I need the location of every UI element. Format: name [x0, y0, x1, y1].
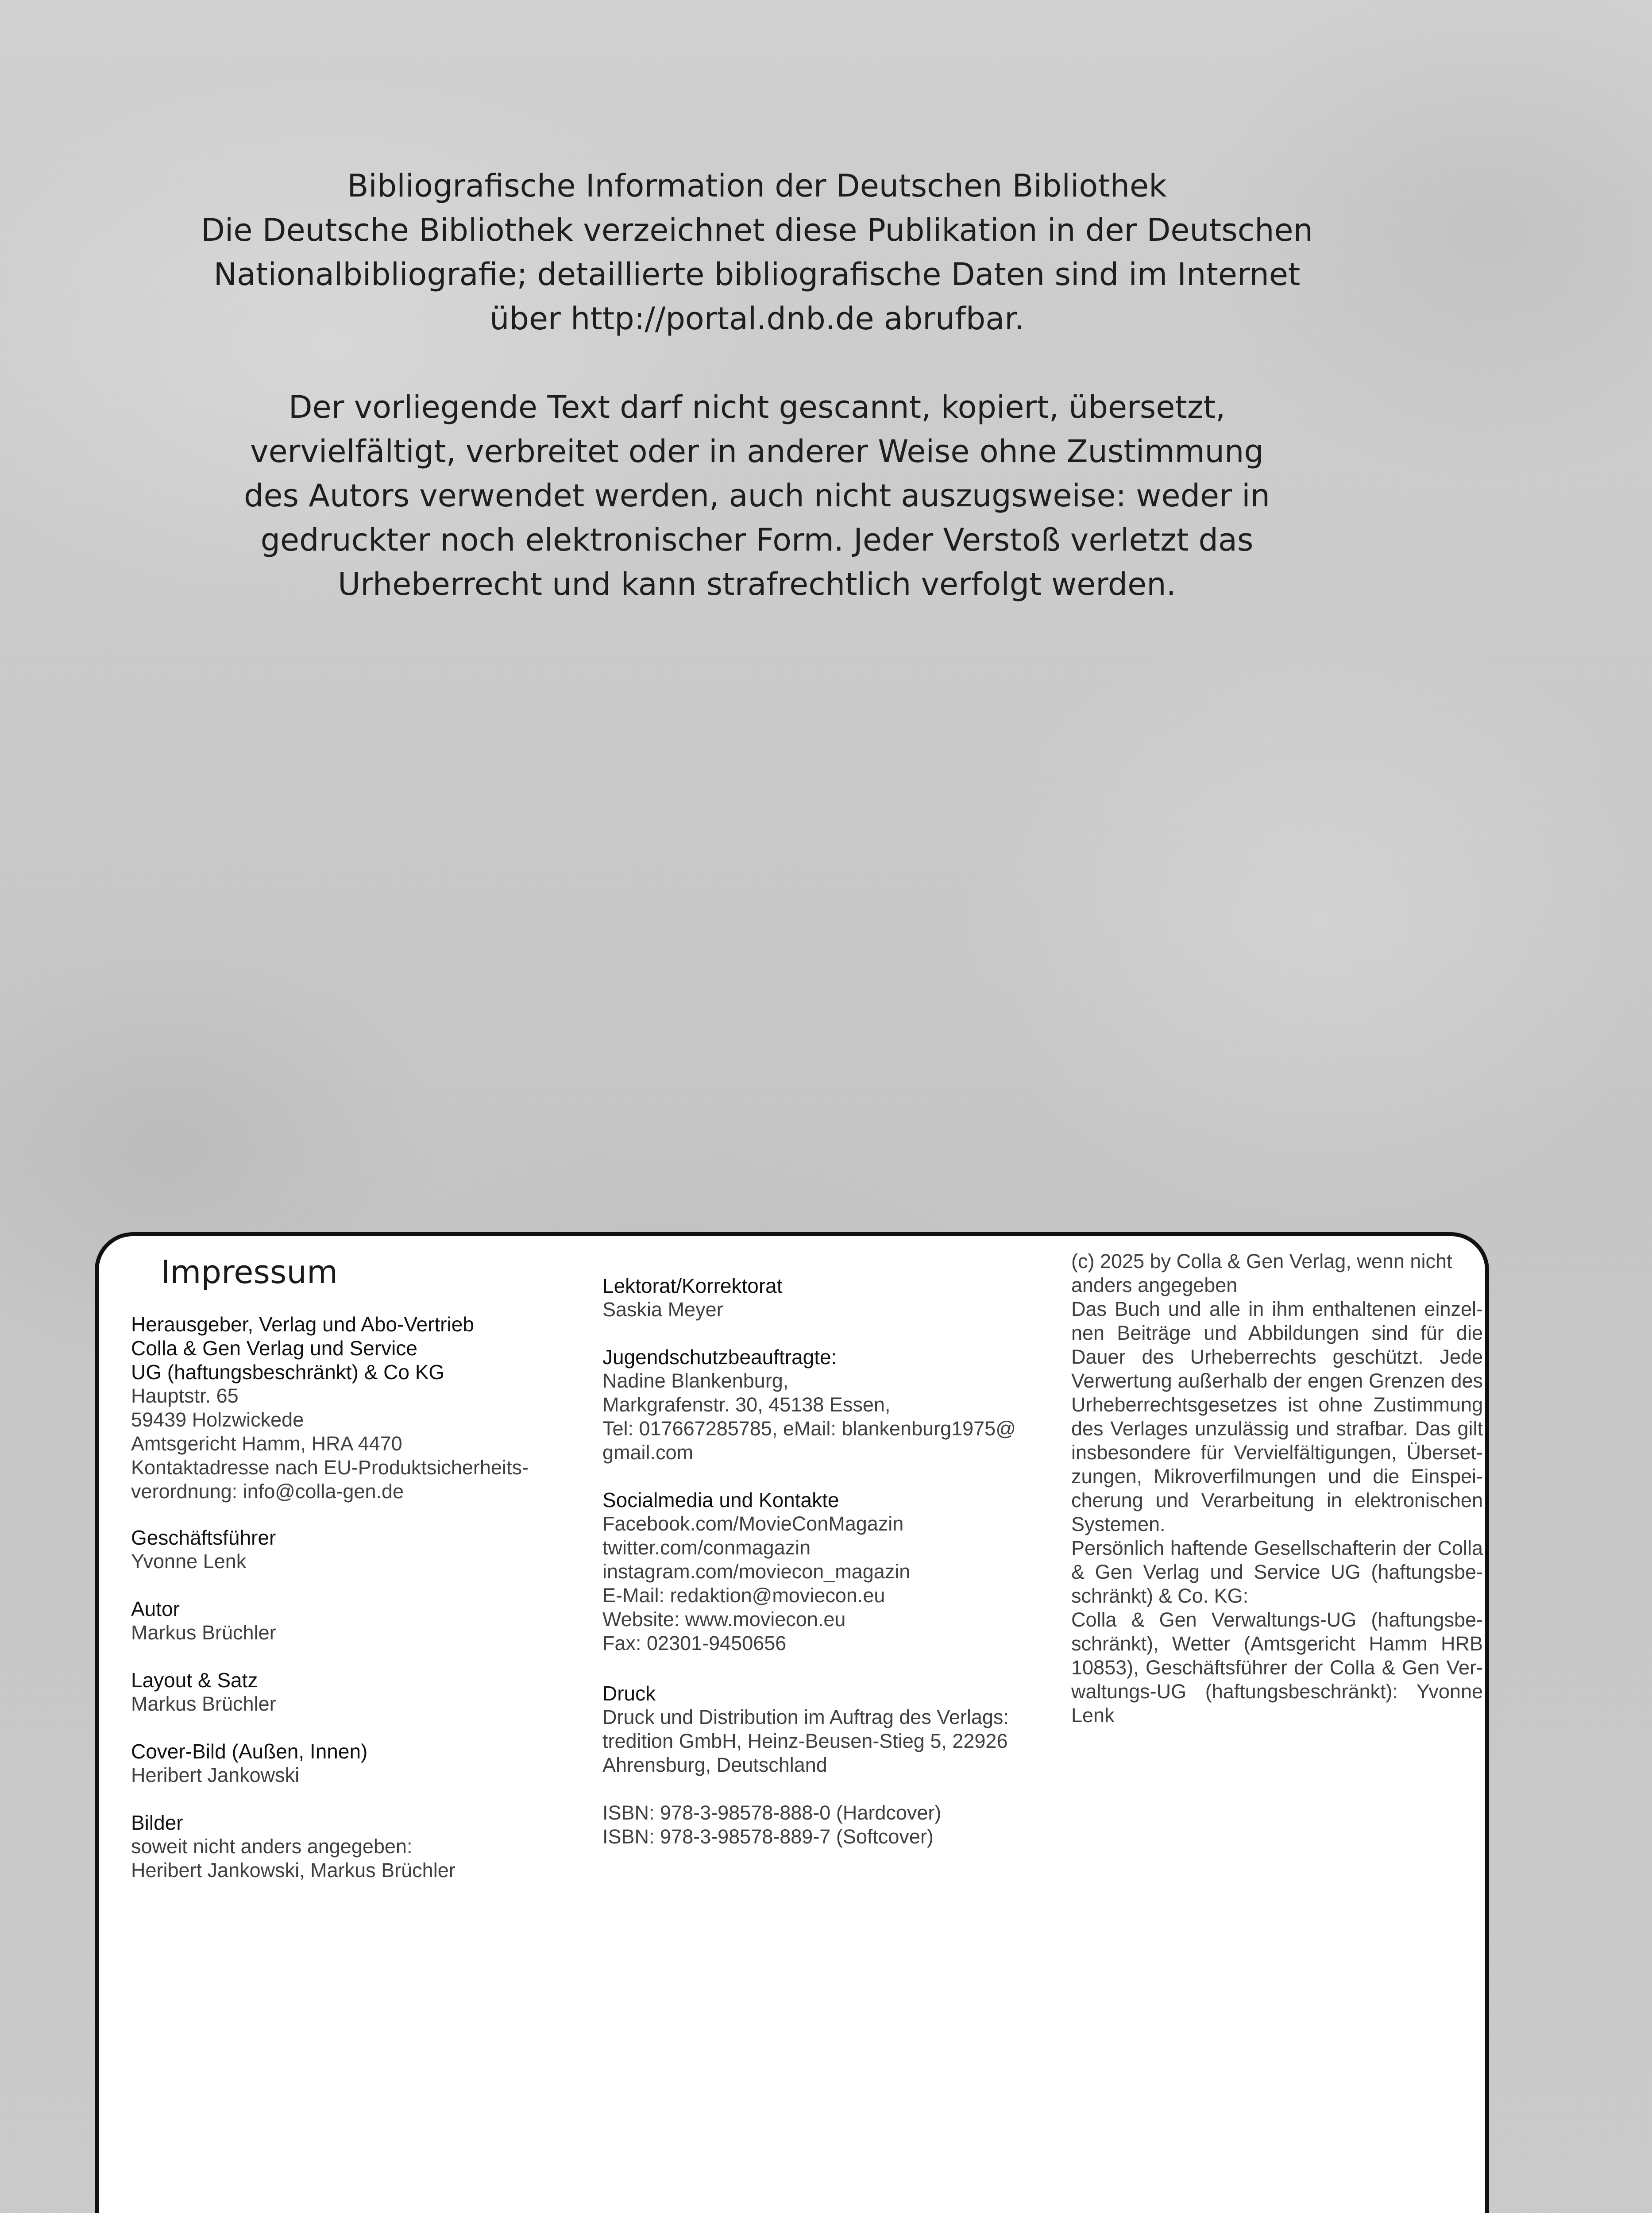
publisher-line: 59439 Holzwickede — [131, 1408, 304, 1431]
images-heading: Bilder — [131, 1811, 183, 1834]
publisher-line: verordnung: info@colla-gen.de — [131, 1480, 404, 1503]
notice-line: vervielfältigt, verbreitet oder in anderer Weise ohne Zustimmung — [250, 433, 1264, 470]
legal-line: Dauer des Urheberrechts geschützt. Jede — [1071, 1346, 1483, 1368]
legal-line: (c) 2025 by Colla & Gen Verlag, wenn nicht — [1071, 1250, 1452, 1272]
youth-protection-heading: Jugendschutzbeauftragte: — [602, 1346, 837, 1369]
publisher-heading: UG (haftungsbeschränkt) & Co KG — [131, 1361, 445, 1384]
publisher-line: Amtsgericht Hamm, HRA 4470 — [131, 1432, 402, 1455]
print-line: Druck und Distribution im Auftrag des Verlags: — [602, 1706, 1009, 1728]
social-media-line: Facebook.com/MovieConMagazin — [602, 1512, 904, 1535]
notice-line: Die Deutsche Bibliothek verzeichnet diese Publikation in der Deutschen — [201, 212, 1313, 248]
legal-line: Colla & Gen Verwaltungs-UG (haftungsbe- — [1071, 1608, 1483, 1631]
youth-protection-section — [602, 1345, 1016, 1465]
bibliographic-info-paragraph — [168, 164, 1346, 341]
author-heading: Autor — [131, 1597, 180, 1620]
legal-line: des Verlages unzulässig und strafbar. Das gilt — [1071, 1417, 1483, 1440]
legal-line: waltungs-UG (haftungsbeschränkt): Yvonne — [1071, 1680, 1483, 1703]
publisher-line: Hauptstr. 65 — [131, 1384, 239, 1407]
cover-heading: Cover-Bild (Außen, Innen) — [131, 1740, 368, 1763]
ceo-section — [131, 1526, 276, 1573]
layout-name: Markus Brüchler — [131, 1693, 276, 1715]
cover-artist: Heribert Jankowski — [131, 1764, 300, 1786]
notice-line: Urheberrecht und kann strafrechtlich verfolgt werden. — [338, 566, 1176, 602]
images-line: Heribert Jankowski, Markus Brüchler — [131, 1859, 455, 1881]
social-media-line: E-Mail: redaktion@moviecon.eu — [602, 1584, 885, 1607]
copyright-notice — [168, 164, 1346, 606]
editing-heading: Lektorat/Korrektorat — [602, 1274, 783, 1297]
print-line: tredition GmbH, Heinz-Beusen-Stieg 5, 22926 — [602, 1730, 1008, 1752]
publisher-heading: Colla & Gen Verlag und Service — [131, 1337, 417, 1360]
youth-protection-line: Markgrafenstr. 30, 45138 Essen, — [602, 1393, 891, 1416]
print-section — [602, 1681, 1009, 1777]
legal-line: Verwertung außerhalb der engen Grenzen des — [1071, 1369, 1483, 1392]
author-section — [131, 1597, 276, 1645]
legal-line: Urheberrechtsgesetzes ist ohne Zustimmung — [1071, 1393, 1483, 1416]
impressum-panel — [95, 1232, 1489, 2213]
usage-restriction-paragraph — [168, 385, 1346, 606]
social-media-heading: Socialmedia und Kontakte — [602, 1488, 839, 1511]
impressum-title: Impressum — [161, 1253, 338, 1291]
social-media-line: instagram.com/moviecon_magazin — [602, 1560, 911, 1583]
print-line: Ahrensburg, Deutschland — [602, 1754, 827, 1776]
publisher-heading: Herausgeber, Verlag und Abo-Vertrieb — [131, 1313, 474, 1336]
notice-line: des Autors verwendet werden, auch nicht auszugsweise: weder in — [244, 478, 1270, 514]
ceo-heading: Geschäftsführer — [131, 1526, 276, 1549]
social-media-section — [602, 1488, 910, 1655]
layout-heading: Layout & Satz — [131, 1669, 258, 1692]
images-section — [131, 1811, 455, 1882]
notice-line: gedruckter noch elektronischer Form. Jeder Verstoß verletzt das — [260, 522, 1254, 558]
legal-line: Lenk — [1071, 1704, 1115, 1727]
legal-line: Systemen. — [1071, 1513, 1166, 1535]
notice-line: Nationalbibliografie; detaillierte bibliografische Daten sind im Internet — [213, 256, 1301, 293]
social-media-line: Fax: 02301-9450656 — [602, 1632, 787, 1654]
copyright-legal-section — [1071, 1249, 1483, 1727]
layout-section — [131, 1668, 276, 1716]
notice-line: Der vorliegende Text darf nicht gescannt, kopiert, übersetzt, — [288, 389, 1226, 425]
publisher-section — [131, 1312, 529, 1504]
legal-line: 10853), Geschäftsführer der Colla & Gen Ver- — [1071, 1656, 1483, 1679]
images-line: soweit nicht anders angegeben: — [131, 1835, 413, 1858]
print-heading: Druck — [602, 1682, 656, 1705]
cover-section — [131, 1739, 367, 1787]
legal-line: Persönlich haftende Gesellschafterin der Colla — [1071, 1537, 1483, 1559]
youth-protection-line: Nadine Blankenburg, — [602, 1369, 789, 1392]
notice-line: Bibliografische Information der Deutschen Bibliothek — [347, 168, 1167, 204]
editing-name: Saskia Meyer — [602, 1298, 723, 1321]
legal-line: schränkt) & Co. KG: — [1071, 1585, 1249, 1607]
legal-line: zungen, Mikroverfilmungen und die Einspei- — [1071, 1465, 1483, 1488]
legal-line: insbesondere für Vervielfältigungen, Überset- — [1071, 1441, 1483, 1464]
isbn-line: ISBN: 978-3-98578-888-0 (Hardcover) — [602, 1801, 942, 1824]
author-name: Markus Brüchler — [131, 1621, 276, 1644]
legal-line: cherung und Verarbeitung in elektronischen — [1071, 1489, 1483, 1511]
isbn-section — [602, 1801, 941, 1849]
legal-line: Das Buch und alle in ihm enthaltenen einzel- — [1071, 1298, 1483, 1320]
youth-protection-line: gmail.com — [602, 1441, 694, 1464]
legal-line: anders angegeben — [1071, 1274, 1238, 1296]
social-media-line: Website: www.moviecon.eu — [602, 1608, 846, 1631]
social-media-line: twitter.com/conmagazin — [602, 1536, 811, 1559]
isbn-line: ISBN: 978-3-98578-889-7 (Softcover) — [602, 1825, 934, 1848]
legal-line: nen Beiträge und Abbildungen sind für die — [1071, 1322, 1483, 1344]
publisher-line: Kontaktadresse nach EU-Produktsicherheits- — [131, 1456, 529, 1479]
legal-line: schränkt), Wetter (Amtsgericht Hamm HRB — [1071, 1632, 1483, 1655]
editing-section — [602, 1274, 783, 1322]
ceo-name: Yvonne Lenk — [131, 1550, 247, 1573]
legal-line: & Gen Verlag und Service UG (haftungsbe- — [1071, 1561, 1483, 1583]
notice-line: über http://portal.dnb.de abrufbar. — [490, 301, 1024, 337]
youth-protection-line: Tel: 017667285785, eMail: blankenburg1975@ — [602, 1417, 1016, 1440]
